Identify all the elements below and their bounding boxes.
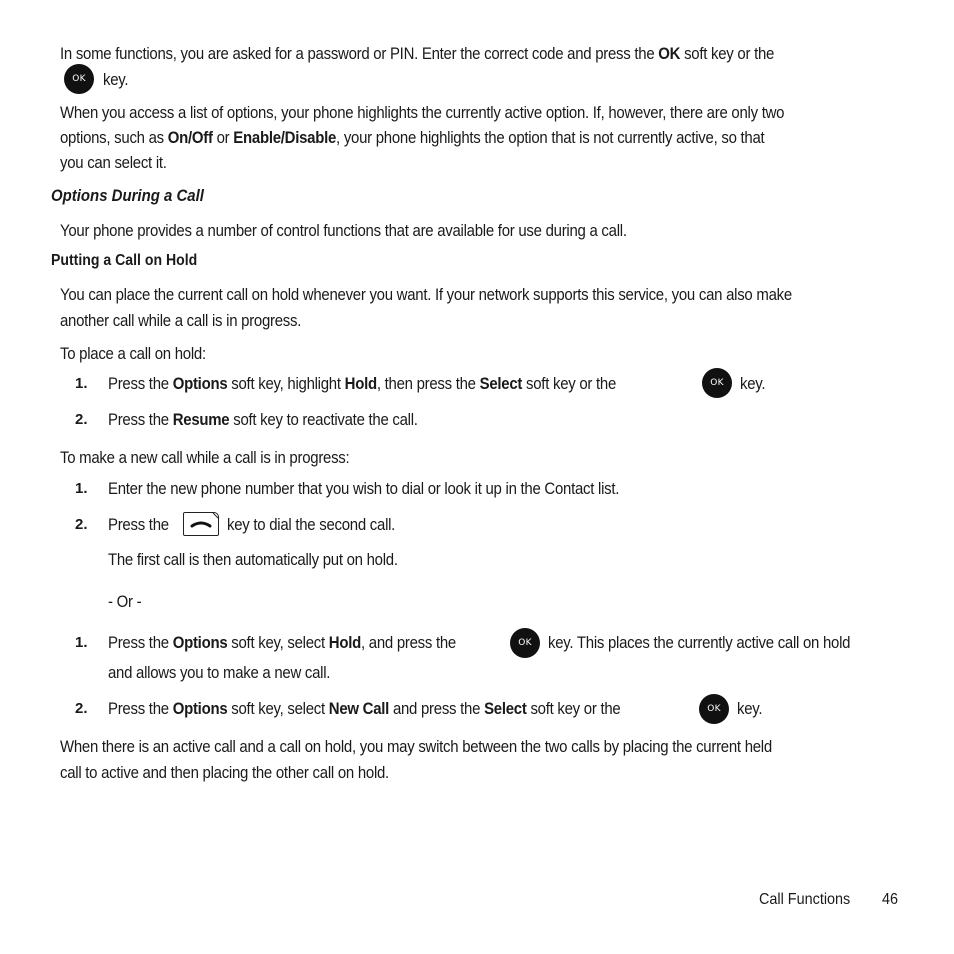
paragraph-to-place-hold: To place a call on hold: bbox=[60, 344, 206, 363]
list-item-newcall-step1: Enter the new phone number that you wish to dial or look it up in the Contact list. bbox=[108, 479, 620, 498]
list-item-hold-step1-end: key. bbox=[740, 374, 766, 393]
paragraph-hold-line1: You can place the current call on hold whenever you want. If your network supports this service, you can also make bbox=[60, 285, 792, 304]
list-number: 2. bbox=[75, 700, 88, 717]
paragraph-password: In some functions, you are asked for a password or PIN. Enter the correct code and press the OK soft key or the bbox=[60, 44, 775, 63]
ok-key-icon: OK bbox=[702, 368, 732, 398]
paragraph-options-line2: options, such as On/Off or Enable/Disable, your phone highlights the option that is not currently active, so that bbox=[60, 128, 765, 147]
list-number: 1. bbox=[75, 480, 88, 497]
footer-section-title: Call Functions bbox=[759, 891, 851, 908]
list-item-newcall-step2-start: Press the bbox=[108, 515, 169, 534]
paragraph-switch-calls-line2: call to active and then placing the other call on hold. bbox=[60, 763, 389, 782]
heading-options-during-call: Options During a Call bbox=[51, 186, 204, 205]
paragraph-hold-line2: another call while a call is in progress. bbox=[60, 311, 302, 330]
paragraph-options-line1: When you access a list of options, your phone highlights the currently active option. If, however, there are only two bbox=[60, 103, 785, 122]
paragraph-password-end: key. bbox=[103, 70, 129, 89]
list-item-alt-step1: Press the Options soft key, select Hold, and press the bbox=[108, 633, 456, 652]
list-item-alt-step2-end: key. bbox=[737, 699, 763, 718]
list-number: 2. bbox=[75, 516, 88, 533]
list-item-alt-step1-line2: and allows you to make a new call. bbox=[108, 663, 331, 682]
list-number: 1. bbox=[75, 375, 88, 392]
paragraph-options-line3: you can select it. bbox=[60, 153, 167, 172]
list-item-alt-step1-cont: key. This places the currently active call on hold bbox=[548, 633, 851, 652]
paragraph-new-call-intro: To make a new call while a call is in progress: bbox=[60, 448, 350, 467]
list-item-newcall-step2-end: key to dial the second call. bbox=[227, 515, 396, 534]
list-item-hold-step1: Press the Options soft key, highlight Hold, then press the Select soft key or the bbox=[108, 374, 617, 393]
paragraph-switch-calls-line1: When there is an active call and a call on hold, you may switch between the two calls by placing the current held bbox=[60, 737, 772, 756]
ok-key-icon: OK bbox=[510, 628, 540, 658]
list-item-hold-step2: Press the Resume soft key to reactivate the call. bbox=[108, 410, 418, 429]
or-separator: - Or - bbox=[108, 592, 142, 611]
ok-key-icon: OK bbox=[64, 64, 94, 94]
list-item-alt-step2: Press the Options soft key, select New Call and press the Select soft key or the bbox=[108, 699, 621, 718]
paragraph-auto-hold: The first call is then automatically put on hold. bbox=[108, 550, 398, 569]
heading-putting-call-on-hold: Putting a Call on Hold bbox=[51, 252, 198, 269]
footer-page-number: 46 bbox=[882, 891, 899, 908]
list-number: 2. bbox=[75, 411, 88, 428]
send-key-icon bbox=[183, 512, 219, 536]
ok-key-icon: OK bbox=[699, 694, 729, 724]
paragraph-control-functions: Your phone provides a number of control functions that are available for use during a call. bbox=[60, 221, 627, 240]
list-number: 1. bbox=[75, 634, 88, 651]
